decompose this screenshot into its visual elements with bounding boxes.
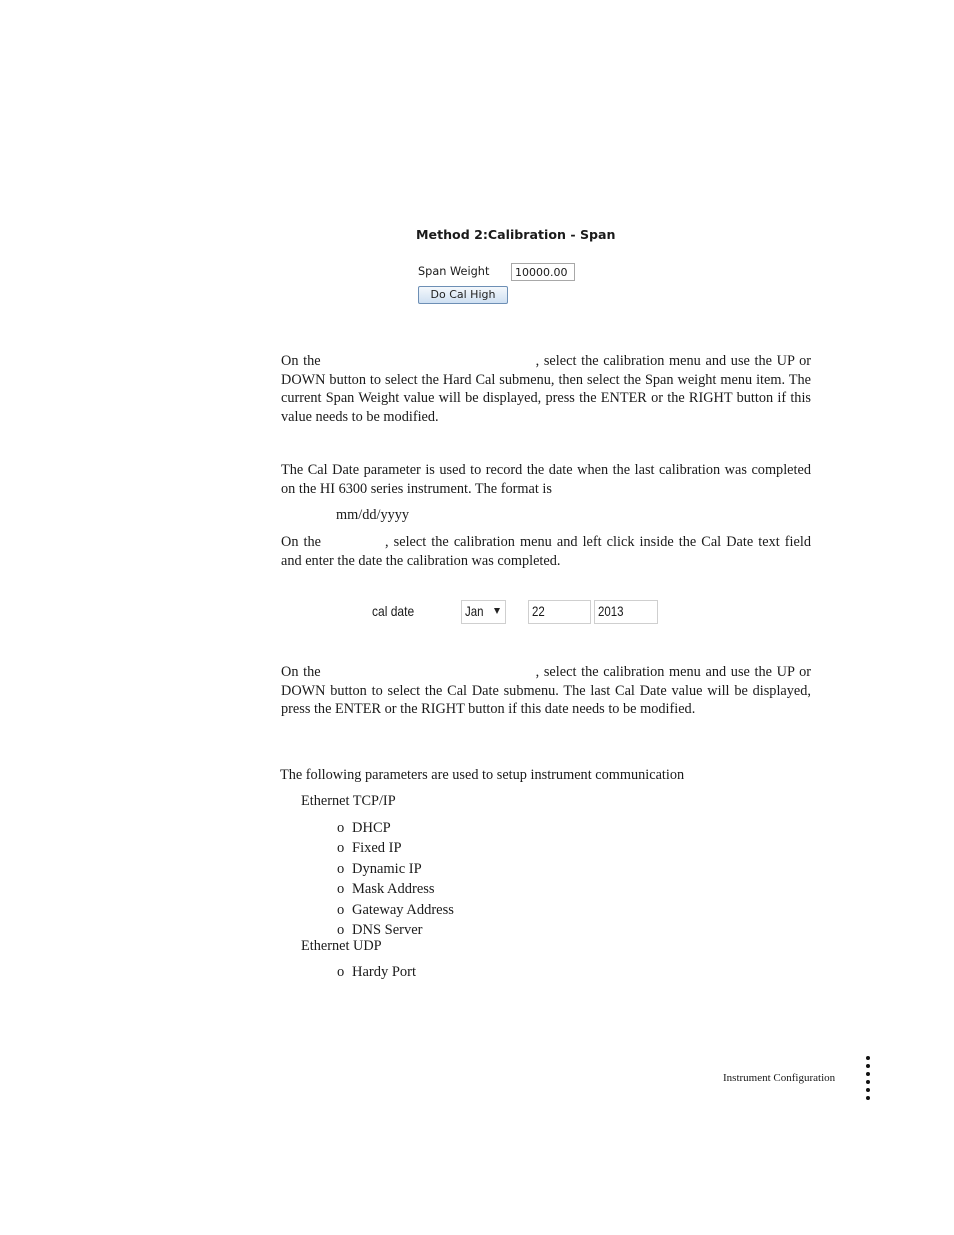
group-heading-tcp: Ethernet TCP/IP — [301, 793, 396, 809]
bullet: o — [337, 840, 345, 857]
bullet: o — [337, 964, 345, 980]
month-value: Jan — [465, 603, 484, 619]
para-lead: On the — [281, 534, 322, 550]
dropdown-arrow-icon — [494, 608, 500, 614]
cal-date-label: cal date — [372, 603, 415, 619]
list-item-label: DNS Server — [352, 921, 423, 938]
list-item — [337, 880, 454, 900]
year-input[interactable] — [594, 600, 658, 624]
list-item — [337, 963, 416, 981]
bullet: o — [337, 860, 345, 877]
bullet: o — [337, 901, 345, 918]
span-weight-label: Span Weight — [418, 265, 490, 278]
list-item-label: Mask Address — [352, 881, 435, 898]
day-input[interactable] — [528, 600, 591, 624]
communication-intro: The following parameters are used to setup instrument communication — [280, 767, 685, 783]
bullet: o — [337, 820, 345, 836]
group-heading-udp: Ethernet UDP — [301, 938, 382, 954]
tcp-list — [337, 819, 454, 941]
dot — [866, 1088, 870, 1092]
para-body: DOWN button to select the Cal Date submenu. The last Cal Date value will be displayed, press the ENTER or the RIGHT button if this date needs to be modified. — [281, 682, 811, 718]
dot — [866, 1080, 870, 1084]
list-item — [337, 860, 454, 880]
list-item — [337, 819, 454, 839]
list-item — [337, 901, 454, 921]
footer-dots-ornament — [864, 1056, 872, 1104]
list-item-label: Hardy Port — [352, 964, 417, 980]
dot — [866, 1056, 870, 1060]
dot — [866, 1096, 870, 1100]
para-body: and enter the date the calibration was completed. — [281, 552, 561, 569]
para-line1-rest: , select the calibration menu and use the UP or — [535, 353, 811, 369]
month-select[interactable] — [461, 600, 506, 624]
span-panel-title: Method 2:Calibration - Span — [416, 227, 616, 242]
date-format: mm/dd/yyyy — [336, 507, 410, 523]
para-lead: On the — [281, 664, 321, 680]
dot — [866, 1064, 870, 1068]
day-value: 22 — [532, 603, 545, 619]
para-lead: On the — [281, 353, 321, 369]
cal-date-web-instructions — [281, 533, 811, 570]
udp-list — [337, 963, 416, 981]
list-item-label: Gateway Address — [352, 901, 454, 918]
list-item — [337, 839, 454, 859]
bullet: o — [337, 921, 345, 938]
span-weight-input[interactable]: 10000.00 — [511, 263, 575, 281]
cal-date-description: The Cal Date parameter is used to record the date when the last calibration was completed on the HI 6300 series instrument. The format is — [281, 462, 811, 497]
para-line1-rest: , select the calibration menu and left click inside the Cal Date text field — [385, 534, 811, 550]
footer-section-title: Instrument Configuration — [723, 1072, 836, 1084]
span-instructions-paragraph — [281, 352, 811, 426]
list-item-label: Dynamic IP — [352, 860, 422, 877]
para-line1-rest: , select the calibration menu and use the UP or — [535, 664, 811, 680]
list-item-label: DHCP — [352, 820, 391, 836]
year-value: 2013 — [598, 603, 624, 619]
bullet: o — [337, 881, 345, 898]
list-item-label: Fixed IP — [352, 840, 402, 857]
para-body: DOWN button to select the Hard Cal submenu, then select the Span weight menu item. The current Span Weight value will be displayed, press the ENTER or the RIGHT button if this value needs to be modified. — [281, 371, 811, 425]
dot — [866, 1072, 870, 1076]
cal-date-front-panel-instructions — [281, 663, 811, 719]
do-cal-high-button[interactable]: Do Cal High — [418, 286, 508, 304]
